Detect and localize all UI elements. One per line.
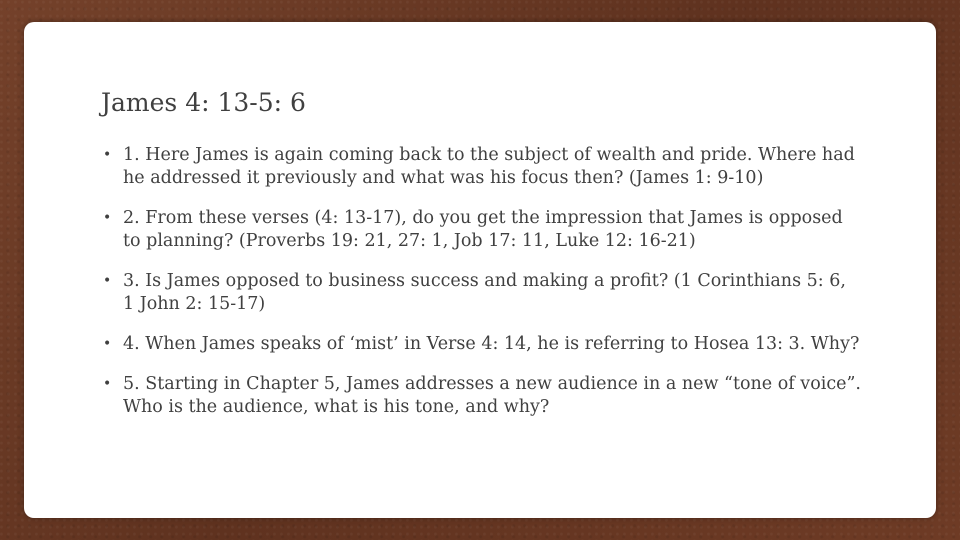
slide-title: James 4: 13-5: 6 — [101, 88, 306, 117]
bullet-text: 3. Is James opposed to business success and making a profit? (1 Corinthians 5: 6, 1 John 2: 15-17) — [123, 271, 846, 314]
bullet-text: 1. Here James is again coming back to the subject of wealth and pride. Where had he addressed it previously and what was his focus then? (James 1: 9-10) — [123, 145, 855, 188]
bullet-icon: • — [103, 147, 112, 163]
list-item — [101, 373, 861, 419]
bullet-text: 5. Starting in Chapter 5, James addresses a new audience in a new “tone of voice”. Who is the audience, what is his tone, and why? — [123, 374, 861, 417]
list-item — [101, 333, 861, 356]
list-item — [101, 144, 861, 190]
bullet-list — [101, 144, 861, 436]
list-item — [101, 270, 861, 316]
bullet-text: 2. From these verses (4: 13-17), do you get the impression that James is opposed to planning? (Proverbs 19: 21, 27: 1, Job 17: 11, Luke 12: 16-21) — [123, 208, 843, 251]
list-item — [101, 207, 861, 253]
bullet-icon: • — [103, 210, 112, 226]
bullet-icon: • — [103, 336, 112, 352]
bullet-text: 4. When James speaks of ‘mist’ in Verse 4: 14, he is referring to Hosea 13: 3. Why? — [123, 334, 860, 354]
bullet-icon: • — [103, 273, 112, 289]
bullet-icon: • — [103, 376, 112, 392]
slide-card — [24, 22, 936, 518]
